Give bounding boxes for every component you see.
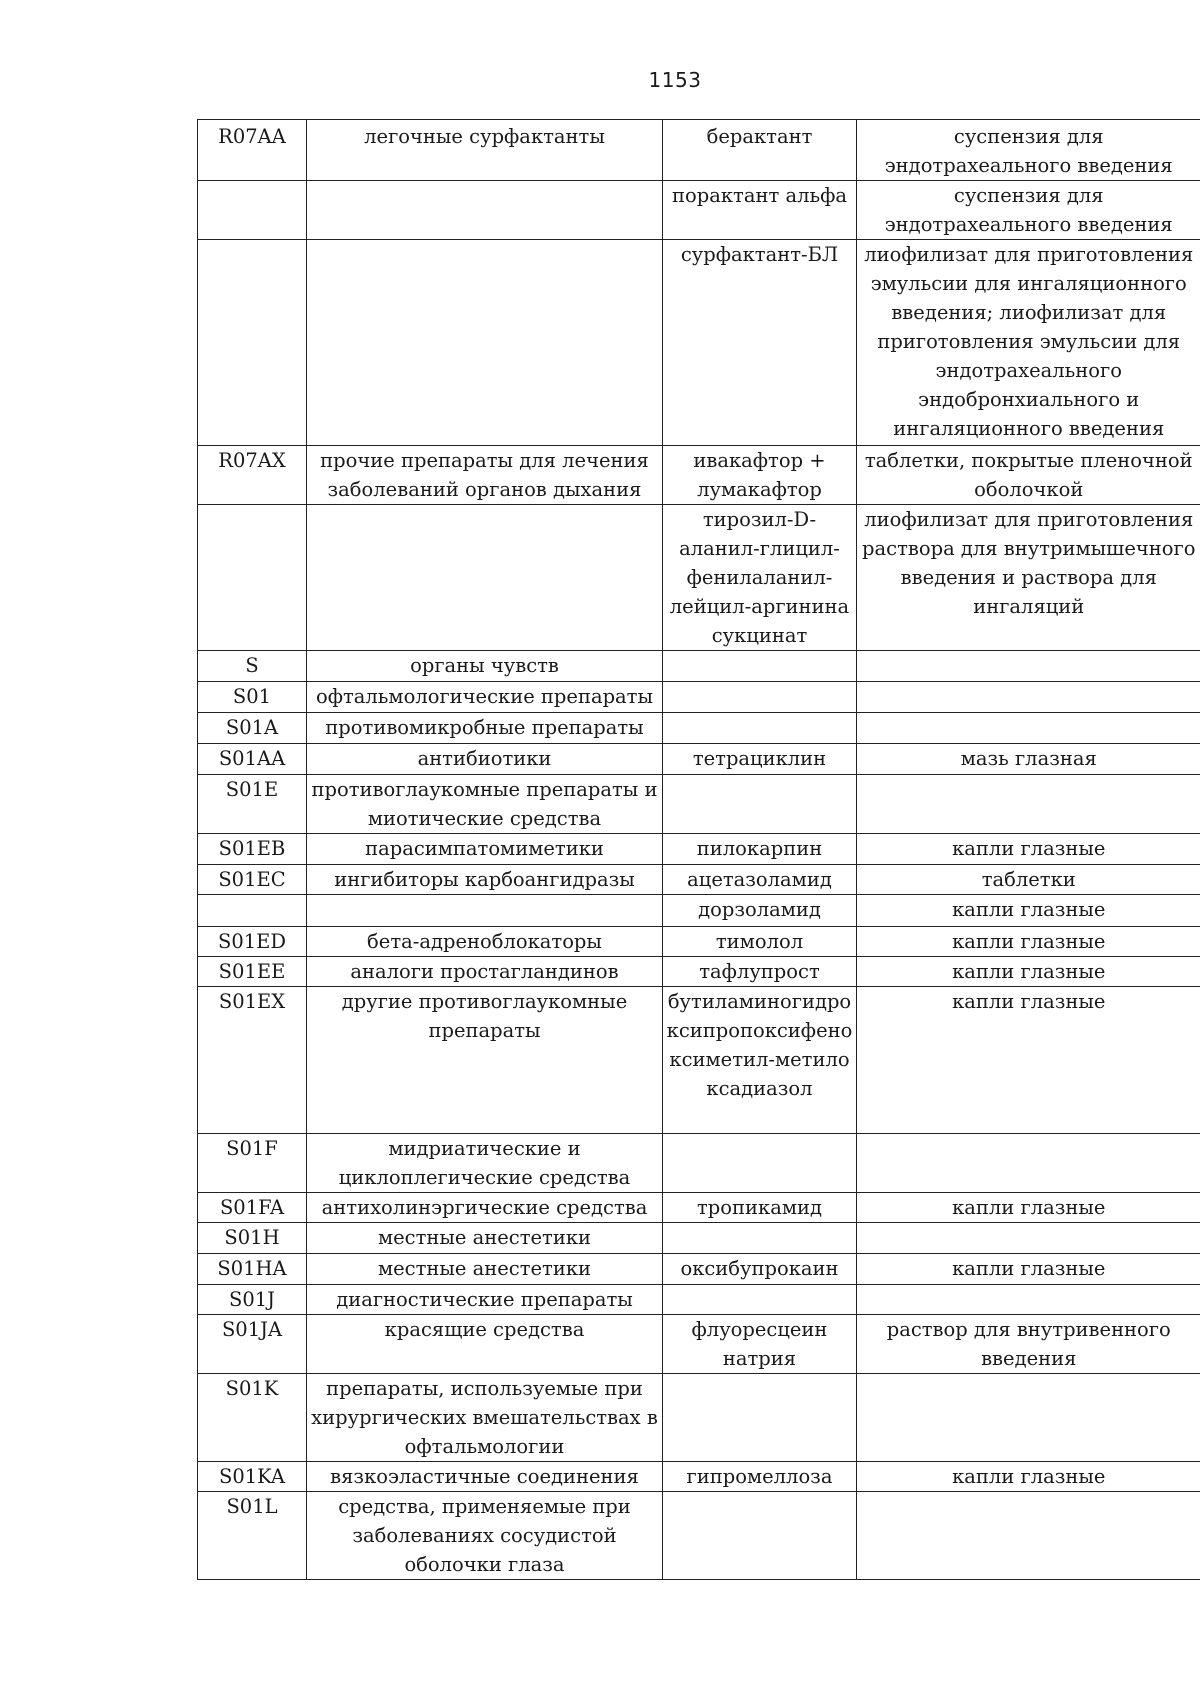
table-row: [198, 446, 1200, 505]
atc-code-cell: S01HA: [198, 1254, 307, 1285]
pharmacological-group-cell: парасимпатомиметики: [307, 834, 663, 865]
dosage-form-cell: таблетки, покрытые пленочной оболочкой: [857, 446, 1200, 505]
dosage-form-cell: капли глазные: [857, 957, 1200, 987]
drug-name-cell: тропикамид: [663, 1193, 857, 1223]
pharmacological-group-cell: прочие препараты для лечения заболеваний органов дыхания: [307, 446, 663, 505]
pharmacological-group-cell: [307, 181, 663, 240]
drug-name-cell: тафлупрост: [663, 957, 857, 987]
dosage-form-cell: [857, 682, 1200, 713]
table-row: [198, 865, 1200, 895]
drug-name-cell: порактант альфа: [663, 181, 857, 240]
table-row: [198, 987, 1200, 1134]
atc-code-cell: S01EE: [198, 957, 307, 987]
dosage-form-cell: капли глазные: [857, 1193, 1200, 1223]
pharmacological-group-cell: противомикробные препараты: [307, 713, 663, 744]
dosage-form-cell: суспензия для эндотрахеального введения: [857, 120, 1200, 181]
dosage-form-cell: лиофилизат для приготовления эмульсии для ингаляционного введения; лиофилизат для приготовления эмульсии для эндотрахеального эндобронхиального и ингаляционного введения: [857, 240, 1200, 446]
atc-code-cell: [198, 505, 307, 651]
atc-code-cell: S01EX: [198, 987, 307, 1134]
atc-code-cell: S01FA: [198, 1193, 307, 1223]
dosage-form-cell: капли глазные: [857, 1462, 1200, 1492]
drug-name-cell: [663, 775, 857, 834]
dosage-form-cell: [857, 651, 1200, 682]
pharmacological-group-cell: [307, 505, 663, 651]
dosage-form-cell: [857, 1285, 1200, 1315]
drug-name-cell: пилокарпин: [663, 834, 857, 865]
atc-code-cell: S01H: [198, 1223, 307, 1254]
dosage-form-cell: [857, 713, 1200, 744]
drug-name-cell: берактант: [663, 120, 857, 181]
pharmacological-group-cell: красящие средства: [307, 1315, 663, 1374]
table-row: [198, 1492, 1200, 1580]
drug-name-cell: дорзоламид: [663, 895, 857, 927]
drug-name-cell: тетрациклин: [663, 744, 857, 775]
table-row: [198, 1285, 1200, 1315]
drug-name-cell: флуоресцеин натрия: [663, 1315, 857, 1374]
drug-name-cell: [663, 1134, 857, 1193]
pharmacological-group-cell: аналоги простагландинов: [307, 957, 663, 987]
atc-code-cell: [198, 240, 307, 446]
atc-code-cell: S01J: [198, 1285, 307, 1315]
pharmacological-group-cell: местные анестетики: [307, 1223, 663, 1254]
atc-code-cell: S01AA: [198, 744, 307, 775]
table-row: [198, 651, 1200, 682]
pharmacological-group-cell: антибиотики: [307, 744, 663, 775]
drug-name-cell: [663, 1492, 857, 1580]
pharmacological-group-cell: офтальмологические препараты: [307, 682, 663, 713]
table-row: [198, 120, 1200, 181]
drug-name-cell: [663, 1223, 857, 1254]
drug-name-cell: [663, 1285, 857, 1315]
pharmacological-group-cell: ингибиторы карбоангидразы: [307, 865, 663, 895]
drug-name-cell: [663, 1374, 857, 1462]
table-row: [198, 713, 1200, 744]
pharmacological-group-cell: мидриатические и циклоплегические средства: [307, 1134, 663, 1193]
drug-name-cell: ацетазоламид: [663, 865, 857, 895]
table-row: [198, 834, 1200, 865]
table-row: [198, 927, 1200, 957]
dosage-form-cell: лиофилизат для приготовления раствора для внутримышечного введения и раствора для ингаляций: [857, 505, 1200, 651]
table-row: [198, 1315, 1200, 1374]
atc-code-cell: R07AA: [198, 120, 307, 181]
table-row: [198, 505, 1200, 651]
drug-name-cell: [663, 682, 857, 713]
table-row: [198, 181, 1200, 240]
atc-code-cell: S01KA: [198, 1462, 307, 1492]
drug-name-cell: тимолол: [663, 927, 857, 957]
dosage-form-cell: капли глазные: [857, 927, 1200, 957]
pharmacological-group-cell: органы чувств: [307, 651, 663, 682]
table-row: [198, 957, 1200, 987]
table-row: [198, 1374, 1200, 1462]
atc-code-cell: S01F: [198, 1134, 307, 1193]
dosage-form-cell: капли глазные: [857, 895, 1200, 927]
table-row: [198, 682, 1200, 713]
atc-code-cell: S01K: [198, 1374, 307, 1462]
pharmacological-group-cell: препараты, используемые при хирургических вмешательствах в офтальмологии: [307, 1374, 663, 1462]
table-row: [198, 775, 1200, 834]
pharmacological-group-cell: диагностические препараты: [307, 1285, 663, 1315]
dosage-form-cell: [857, 1134, 1200, 1193]
dosage-form-cell: [857, 1223, 1200, 1254]
dosage-form-cell: капли глазные: [857, 987, 1200, 1134]
dosage-form-cell: раствор для внутривенного введения: [857, 1315, 1200, 1374]
table-row: [198, 1134, 1200, 1193]
pharmacological-group-cell: местные анестетики: [307, 1254, 663, 1285]
atc-code-cell: [198, 895, 307, 927]
table-row: [198, 744, 1200, 775]
dosage-form-cell: таблетки: [857, 865, 1200, 895]
pharmacological-group-cell: вязкоэластичные соединения: [307, 1462, 663, 1492]
dosage-form-cell: мазь глазная: [857, 744, 1200, 775]
pharmacological-group-cell: бета-адреноблокаторы: [307, 927, 663, 957]
atc-code-cell: S01E: [198, 775, 307, 834]
atc-code-cell: S01A: [198, 713, 307, 744]
table-row: [198, 1193, 1200, 1223]
drug-name-cell: тирозил-D-аланил-глицил-фенилаланил-лейцил-аргинина сукцинат: [663, 505, 857, 651]
pharmacological-group-cell: легочные сурфактанты: [307, 120, 663, 181]
drug-classification-table: [197, 119, 1200, 1580]
dosage-form-cell: [857, 1492, 1200, 1580]
atc-code-cell: R07AX: [198, 446, 307, 505]
drug-name-cell: [663, 713, 857, 744]
dosage-form-cell: капли глазные: [857, 1254, 1200, 1285]
table-row: [198, 1462, 1200, 1492]
dosage-form-cell: [857, 1374, 1200, 1462]
atc-code-cell: S01: [198, 682, 307, 713]
table-row: [198, 895, 1200, 927]
table-row: [198, 240, 1200, 446]
atc-code-cell: S01EC: [198, 865, 307, 895]
pharmacological-group-cell: [307, 895, 663, 927]
drug-name-cell: бутиламиногидроксипропоксифеноксиметил-метилоксадиазол: [663, 987, 857, 1134]
pharmacological-group-cell: другие противоглаукомные препараты: [307, 987, 663, 1134]
drug-name-cell: оксибупрокаин: [663, 1254, 857, 1285]
atc-code-cell: S01EB: [198, 834, 307, 865]
atc-code-cell: S01ED: [198, 927, 307, 957]
dosage-form-cell: капли глазные: [857, 834, 1200, 865]
page-number: 1153: [648, 68, 702, 92]
dosage-form-cell: суспензия для эндотрахеального введения: [857, 181, 1200, 240]
table-row: [198, 1254, 1200, 1285]
table-row: [198, 1223, 1200, 1254]
pharmacological-group-cell: антихолинэргические средства: [307, 1193, 663, 1223]
pharmacological-group-cell: средства, применяемые при заболеваниях сосудистой оболочки глаза: [307, 1492, 663, 1580]
pharmacological-group-cell: [307, 240, 663, 446]
drug-name-cell: сурфактант-БЛ: [663, 240, 857, 446]
atc-code-cell: S01L: [198, 1492, 307, 1580]
dosage-form-cell: [857, 775, 1200, 834]
drug-name-cell: ивакафтор + лумакафтор: [663, 446, 857, 505]
drug-name-cell: [663, 651, 857, 682]
atc-code-cell: S01JA: [198, 1315, 307, 1374]
atc-code-cell: S: [198, 651, 307, 682]
pharmacological-group-cell: противоглаукомные препараты и миотические средства: [307, 775, 663, 834]
drug-name-cell: гипромеллоза: [663, 1462, 857, 1492]
atc-code-cell: [198, 181, 307, 240]
